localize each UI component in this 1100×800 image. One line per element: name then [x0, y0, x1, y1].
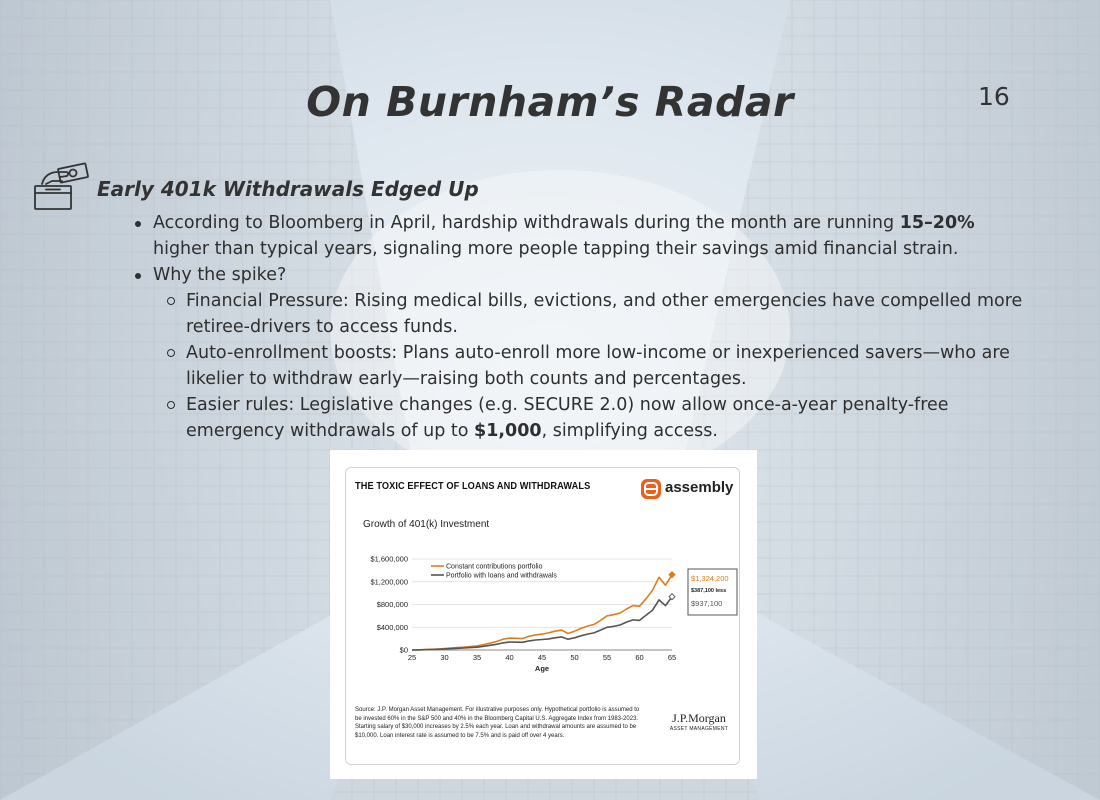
x-tick-label: 55 [602, 653, 612, 662]
jpmorgan-logo-name: J.P.Morgan [672, 711, 726, 725]
annotation-loans-value: $937,100 [691, 599, 723, 608]
bullet-item [153, 210, 1033, 262]
bullet-text: higher than typical years, signaling more people tapping their savings amid financial strain. [153, 239, 959, 259]
bullet-text: , simplifying access. [541, 421, 718, 441]
source-note: Source: J.P. Morgan Asset Management. For illustrative purposes only. Hypothetical portfolio is assumed to be invested 60% in the S&P 500 and 40% in the Bloomberg Capital U.S. Aggregate Index from 1983-2023. Starting salary of $30,000 increases by 2.5% each year. Loan and withdrawal amounts are assumed to be $10,000. Loan interest rate is assumed to be 7.5% and is paid off over 4 years. [355, 707, 640, 739]
y-tick-label: $800,000 [376, 600, 408, 609]
annotation-constant-value: $1,324,200 [691, 574, 729, 583]
x-tick-label: 35 [472, 653, 482, 662]
x-tick-label: 25 [407, 653, 417, 662]
x-tick-label: 50 [570, 653, 579, 662]
x-tick-label: 60 [635, 653, 644, 662]
bullet-emphasis: 15–20% [899, 213, 975, 233]
x-axis-label: Age [534, 664, 550, 673]
y-tick-label: $1,600,000 [370, 554, 408, 564]
sub-bullet-item [186, 392, 1033, 444]
chart-title: Growth of 401(k) Investment [363, 519, 490, 530]
y-tick-label: $400,000 [376, 622, 408, 632]
x-tick-label: 40 [505, 653, 514, 662]
bullet-list [153, 210, 1033, 444]
x-tick-label: 65 [667, 653, 677, 662]
bullet-item: Why the spike? [153, 262, 1033, 288]
assembly-logo [640, 478, 732, 500]
section-heading: Early 401k Withdrawals Edged Up [97, 177, 479, 201]
jpmorgan-logo-sub: ASSET MANAGEMENT [669, 726, 729, 732]
annotation-difference: $387,100 less [691, 588, 727, 594]
bullet-text: Easier rules: Legislative changes (e.g. SECURE 2.0) now allow once-a-year penalty-free emergency withdrawals of up to [186, 395, 949, 441]
y-tick-label: $0 [399, 645, 408, 655]
chart-frame [345, 467, 740, 765]
page-number: 16 [978, 82, 1010, 111]
legend-label: Constant contributions portfolio [446, 563, 543, 571]
chart-card-title: THE TOXIC EFFECT OF LOANS AND WITHDRAWALS [355, 481, 591, 492]
assembly-logo-text: assembly [665, 479, 734, 496]
legend-label: Portfolio with loans and withdrawals [446, 572, 557, 580]
x-tick-label: 45 [537, 653, 547, 662]
line-chart [346, 548, 741, 683]
bullet-text: According to Bloomberg in April, hardship withdrawals during the month are running [153, 213, 900, 233]
jpmorgan-logo [664, 711, 734, 732]
hand-inserting-money-into-box-icon [32, 160, 94, 212]
chart-image-card [330, 450, 757, 779]
slide-title: On Burnham’s Radar [306, 78, 794, 126]
assembly-logo-icon [640, 478, 662, 500]
sub-bullet-item: Auto-enrollment boosts: Plans auto-enroll more low-income or inexperienced savers—who are likelier to withdraw early—raising both counts and percentages. [186, 340, 1033, 392]
x-tick-label: 30 [440, 653, 449, 662]
y-tick-label: $1,200,000 [370, 577, 408, 587]
sub-bullet-item: Financial Pressure: Rising medical bills, evictions, and other emergencies have compelled more retiree-drivers to access funds. [186, 288, 1033, 340]
bullet-emphasis: $1,000 [474, 421, 542, 441]
